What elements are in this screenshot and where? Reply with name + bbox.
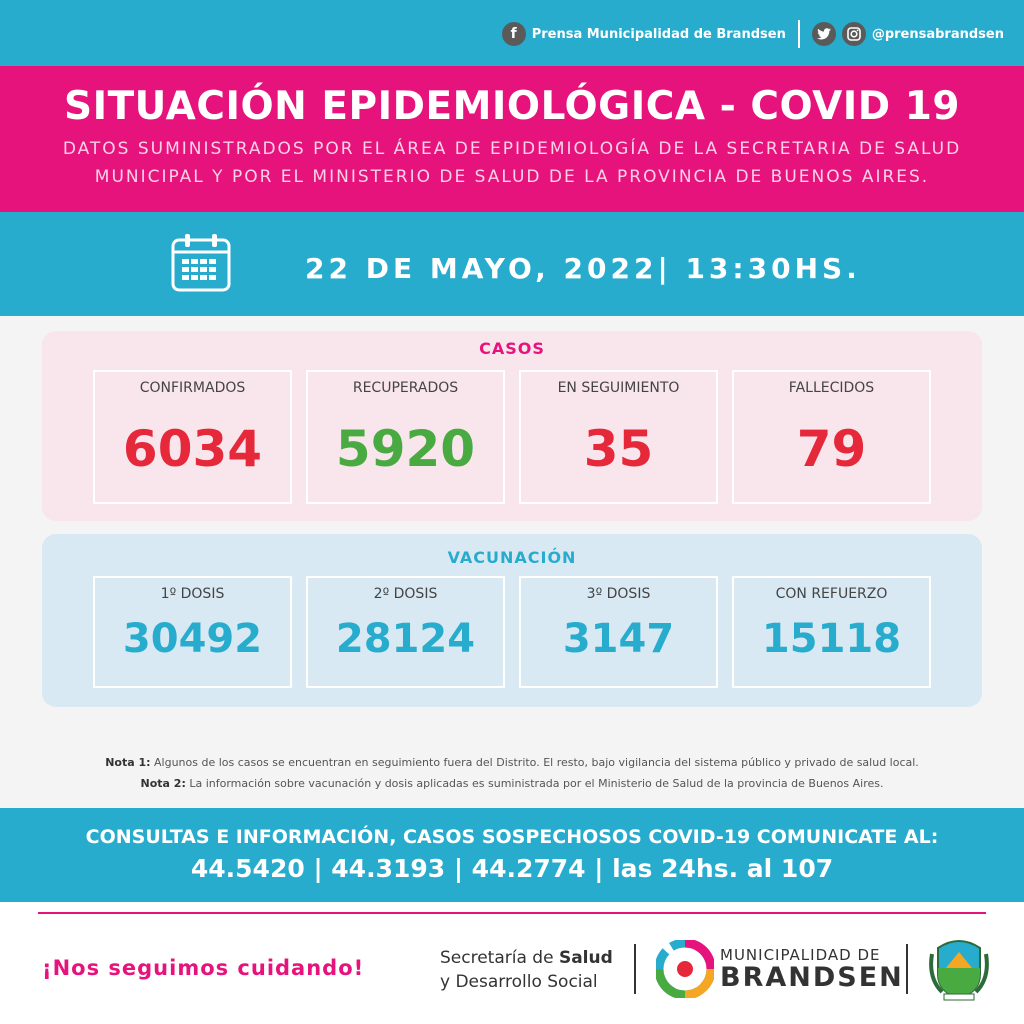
header-band bbox=[0, 66, 1024, 212]
secretaria-label bbox=[440, 946, 613, 994]
stat-value: 15118 bbox=[761, 616, 902, 662]
contact-phones: 44.5420 | 44.3193 | 44.2774 | las 24hs. al 107 bbox=[190, 854, 834, 883]
secretaria-bold: Salud bbox=[558, 948, 613, 968]
stat-fallecidos bbox=[732, 370, 931, 504]
stat-label: 3º DOSIS bbox=[586, 586, 651, 602]
stat-en-seguimiento bbox=[519, 370, 718, 504]
date-band bbox=[0, 212, 1024, 316]
social-divider bbox=[798, 20, 800, 48]
casos-title: CASOS bbox=[479, 339, 545, 358]
stat-label: CON REFUERZO bbox=[775, 586, 888, 602]
contact-heading: CONSULTAS E INFORMACIÓN, CASOS SOSPECHOSOS COVID-19 COMUNICATE AL: bbox=[85, 826, 939, 848]
stat-dosis-2 bbox=[306, 576, 505, 688]
stat-value: 3147 bbox=[562, 616, 675, 662]
vacunacion-title: VACUNACIÓN bbox=[447, 548, 577, 567]
note-2-label: Nota 2: bbox=[140, 777, 186, 790]
slogan: ¡Nos seguimos cuidando! bbox=[42, 956, 365, 980]
top-bar bbox=[0, 0, 1024, 66]
stat-value: 5920 bbox=[335, 420, 476, 478]
stat-value: 35 bbox=[583, 420, 654, 478]
stat-label: EN SEGUIMIENTO bbox=[557, 380, 680, 396]
page-title: SITUACIÓN EPIDEMIOLÓGICA - COVID 19 bbox=[63, 84, 960, 129]
facebook-label[interactable]: Prensa Municipalidad de Brandsen bbox=[531, 26, 786, 42]
note-1 bbox=[0, 752, 1024, 773]
shield-icon bbox=[928, 934, 990, 1002]
page-subtitle: DATOS SUMINISTRADOS POR EL ÁREA DE EPIDEMIOLOGÍA DE LA SECRETARIA DE SALUD MUNICIPAL Y POR EL MINISTERIO DE SALUD DE LA PROVINCIA DE BUENOS AIRES. bbox=[62, 139, 962, 187]
instagram-handle[interactable]: @prensabrandsen bbox=[871, 26, 1004, 42]
secretaria-pre: Secretaría de bbox=[440, 948, 559, 968]
footer-separator bbox=[906, 944, 908, 994]
municipal-name bbox=[720, 946, 904, 993]
contact-band bbox=[0, 808, 1024, 902]
stat-value: 6034 bbox=[122, 420, 263, 478]
stat-dosis-1 bbox=[93, 576, 292, 688]
footer-divider bbox=[38, 912, 986, 914]
stat-label: 1º DOSIS bbox=[160, 586, 225, 602]
vacunacion-panel bbox=[42, 534, 982, 707]
stat-label: FALLECIDOS bbox=[788, 380, 875, 396]
facebook-icon[interactable]: f bbox=[502, 22, 526, 46]
stat-value: 79 bbox=[796, 420, 867, 478]
footer-separator bbox=[634, 944, 636, 994]
stat-refuerzo bbox=[732, 576, 931, 688]
twitter-icon[interactable] bbox=[812, 22, 836, 46]
note-2 bbox=[0, 773, 1024, 794]
municipal-name-line2: BRANDSEN bbox=[720, 962, 904, 993]
stat-recuperados bbox=[306, 370, 505, 504]
instagram-icon[interactable] bbox=[842, 22, 866, 46]
note-1-label: Nota 1: bbox=[105, 756, 151, 769]
casos-panel bbox=[42, 331, 982, 521]
note-2-text: La información sobre vacunación y dosis aplicadas es suministrada por el Ministerio de Salud de la provincia de Buenos Aires. bbox=[185, 777, 884, 790]
municipal-name-line1: MUNICIPALIDAD DE bbox=[720, 946, 881, 964]
municipal-logo-icon bbox=[656, 940, 714, 998]
stat-label: 2º DOSIS bbox=[373, 586, 438, 602]
stat-value: 28124 bbox=[335, 616, 476, 662]
stat-label: RECUPERADOS bbox=[352, 380, 459, 396]
secretaria-line2: y Desarrollo Social bbox=[440, 972, 598, 992]
stat-confirmados bbox=[93, 370, 292, 504]
calendar-icon bbox=[170, 232, 232, 294]
note-1-text: Algunos de los casos se encuentran en seguimiento fuera del Distrito. El resto, bajo vigilancia del sistema público y privado de salud local. bbox=[150, 756, 919, 769]
notes bbox=[0, 752, 1024, 794]
report-date: 22 DE MAYO, 2022| 13:30HS. bbox=[305, 252, 861, 285]
stat-value: 30492 bbox=[122, 616, 263, 662]
stat-label: CONFIRMADOS bbox=[139, 380, 246, 396]
stat-dosis-3 bbox=[519, 576, 718, 688]
social-links bbox=[502, 20, 1004, 48]
